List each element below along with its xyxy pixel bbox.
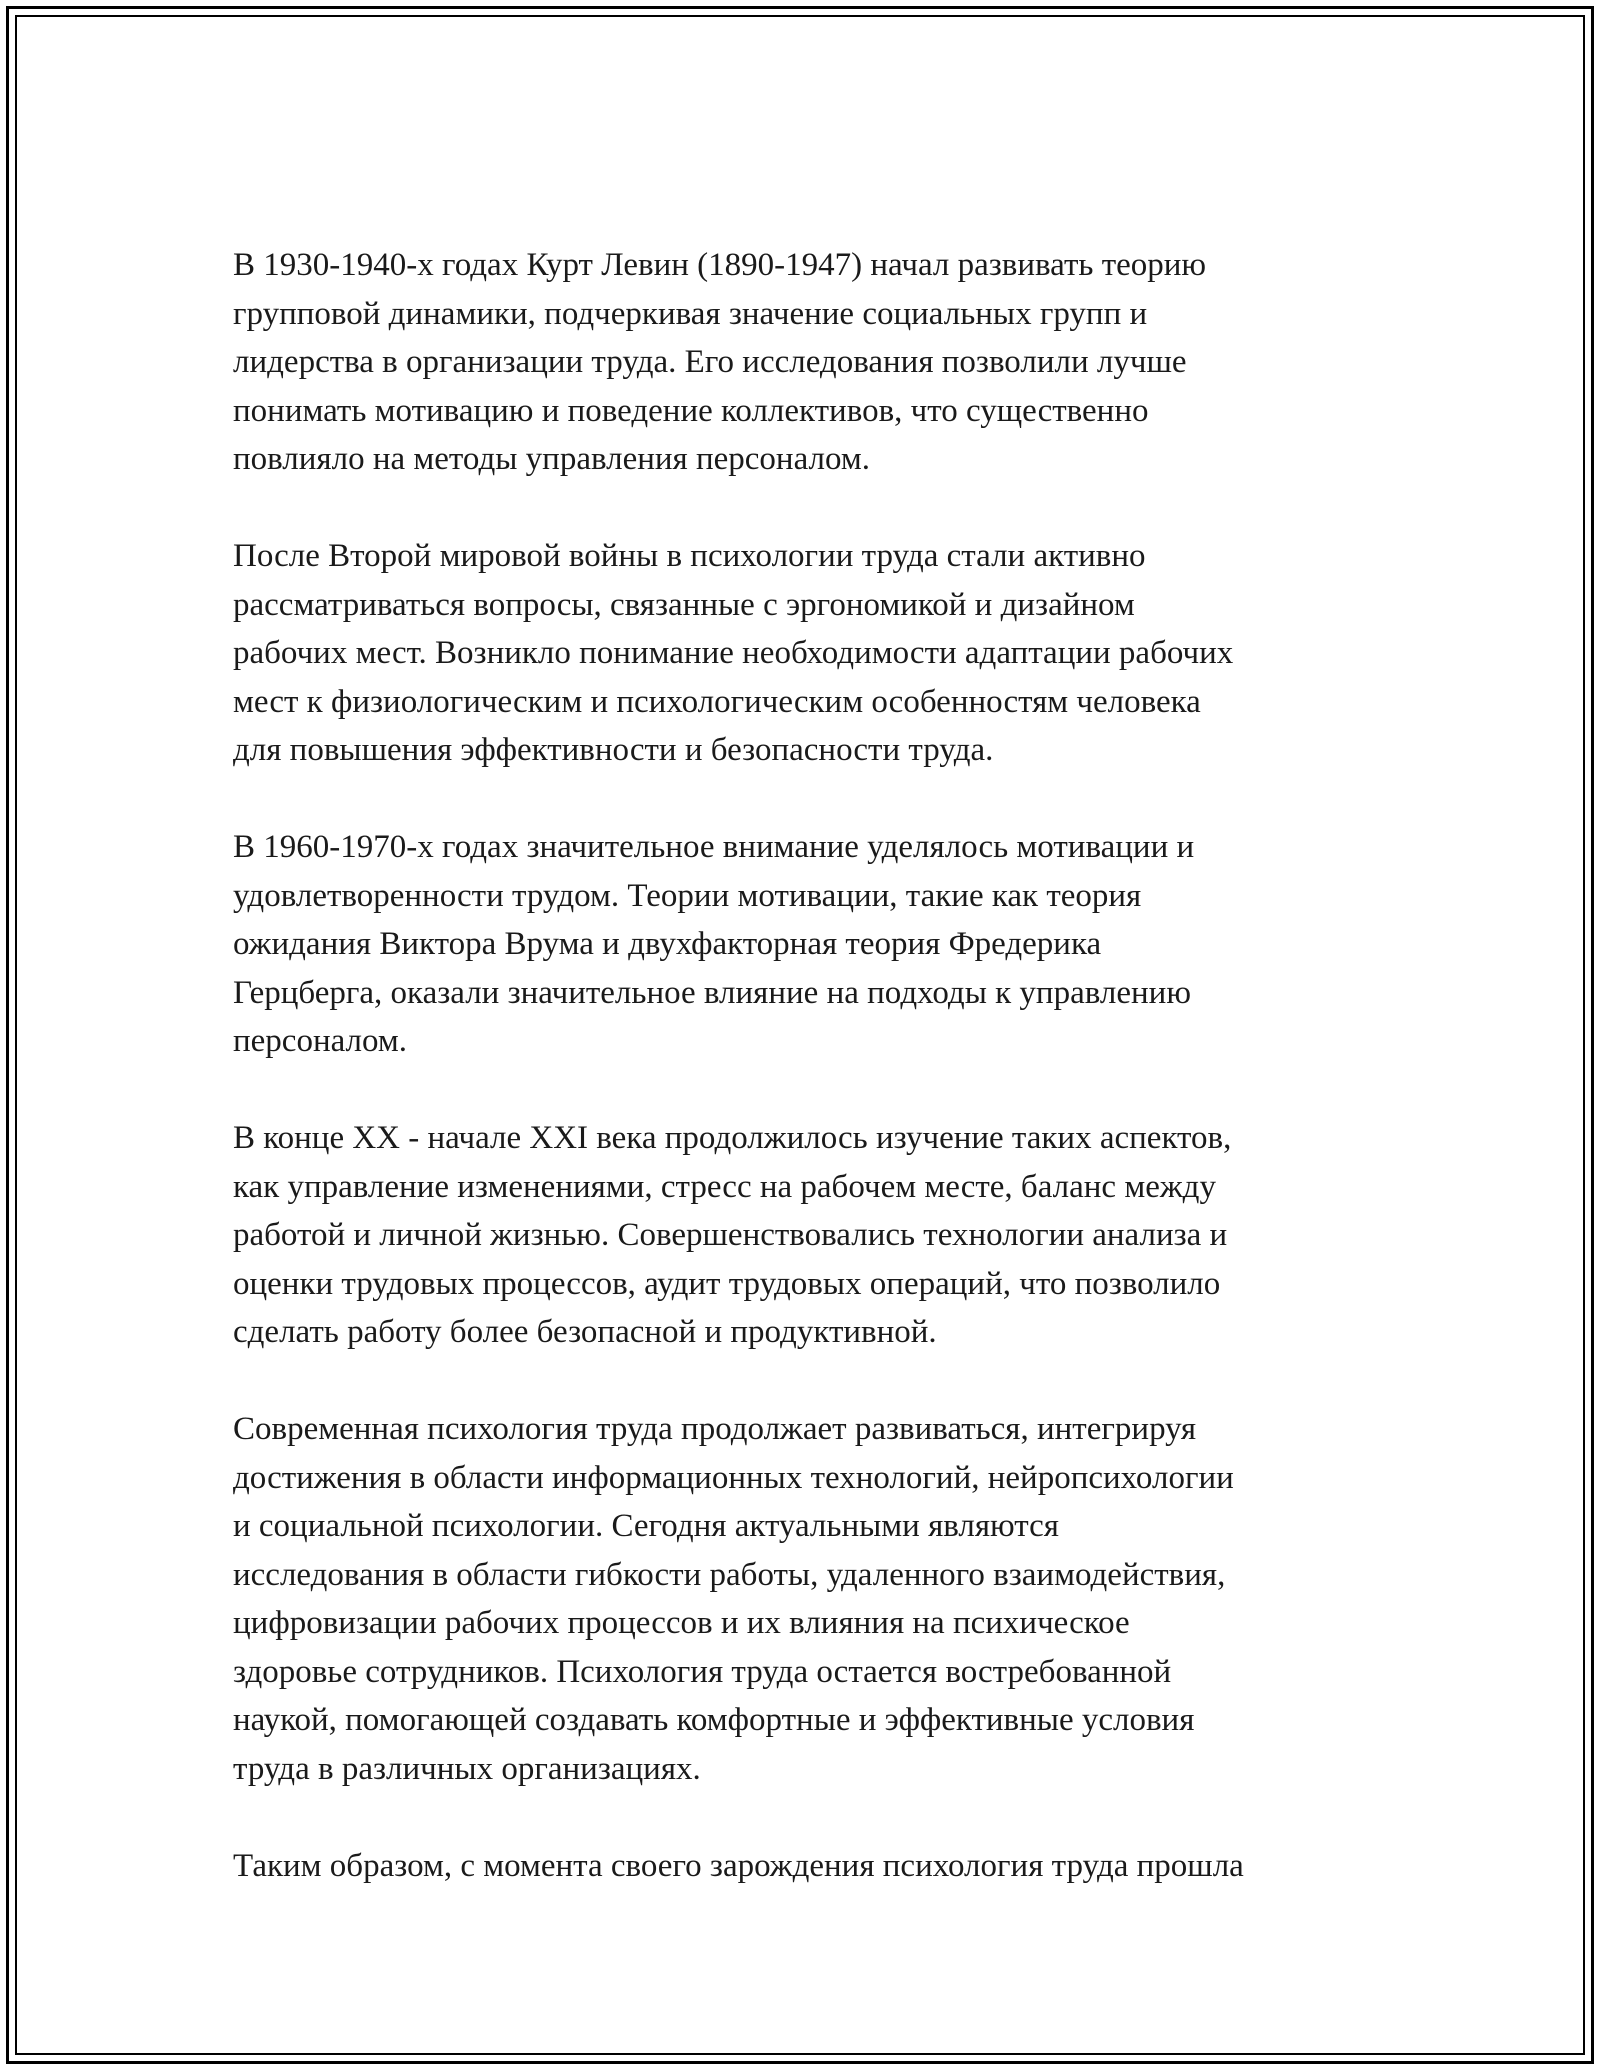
- text-line: В 1930-1940-х годах Курт Левин (1890-1947) начал развивать теорию: [233, 247, 1207, 283]
- text-line: здоровье сотрудников. Психология труда остается востребованной: [233, 1653, 1172, 1690]
- paragraph-5: [233, 1405, 1393, 1793]
- text-line: рассматриваться вопросы, связанные с эргономикой и дизайном: [233, 586, 1135, 623]
- text-line: ожидания Виктора Врума и двухфакторная теория Фредерика: [233, 926, 1102, 962]
- text-line: После Второй мировой войны в психологии труда стали активно: [233, 538, 1146, 574]
- paragraph-2: [233, 532, 1393, 775]
- text-line: цифровизации рабочих процессов и их влияния на психическое: [233, 1605, 1130, 1641]
- text-line: мест к физиологическим и психологическим особенностям человека: [233, 683, 1201, 720]
- text-line: В 1960-1970-х годах значительное внимание уделялось мотивации и: [233, 829, 1195, 865]
- text-line: исследования в области гибкости работы, удаленного взаимодействия,: [233, 1556, 1226, 1593]
- text-line: понимать мотивацию и поведение коллективов, что существенно: [233, 392, 1149, 429]
- text-line: и социальной психологии. Сегодня актуальными являются: [233, 1508, 1059, 1544]
- paragraph-1: [233, 241, 1393, 484]
- text-line: Таким образом, с момента своего зарождения психология труда прошла: [233, 1847, 1244, 1884]
- text-line: достижения в области информационных технологий, нейропсихологии: [233, 1459, 1234, 1496]
- text-line: для повышения эффективности и безопасности труда.: [233, 732, 994, 768]
- text-line: как управление изменениями, стресс на рабочем месте, баланс между: [233, 1168, 1216, 1205]
- text-line: персоналом.: [233, 1023, 408, 1059]
- text-line: лидерства в организации труда. Его исследования позволили лучше: [233, 344, 1187, 380]
- text-line: групповой динамики, подчеркивая значение социальных групп и: [233, 295, 1148, 332]
- paragraph-4: [233, 1114, 1393, 1357]
- text-line: рабочих мест. Возникло понимание необходимости адаптации рабочих: [233, 635, 1234, 671]
- text-line: Современная психология труда продолжает развиваться, интегрируя: [233, 1411, 1196, 1447]
- text-line: удовлетворенности трудом. Теории мотивации, такие как теория: [233, 877, 1142, 914]
- paragraph-3: [233, 823, 1393, 1066]
- text-line: повлияло на методы управления персоналом.: [233, 441, 871, 477]
- text-line: оценки трудовых процессов, аудит трудовых операций, что позволило: [233, 1265, 1221, 1302]
- text-line: наукой, помогающей создавать комфортные и эффективные условия: [233, 1702, 1195, 1738]
- text-line: сделать работу более безопасной и продуктивной.: [233, 1314, 937, 1350]
- paragraph-6: [233, 1842, 1393, 1891]
- document-page: [6, 6, 1594, 2064]
- document-body: [233, 241, 1393, 1939]
- text-line: В конце XX - начале XXI века продолжилось изучение таких аспектов,: [233, 1120, 1232, 1156]
- text-line: работой и личной жизнью. Совершенствовались технологии анализа и: [233, 1217, 1228, 1253]
- text-line: Герцберга, оказали значительное влияние на подходы к управлению: [233, 974, 1191, 1011]
- text-line: труда в различных организациях.: [233, 1750, 701, 1787]
